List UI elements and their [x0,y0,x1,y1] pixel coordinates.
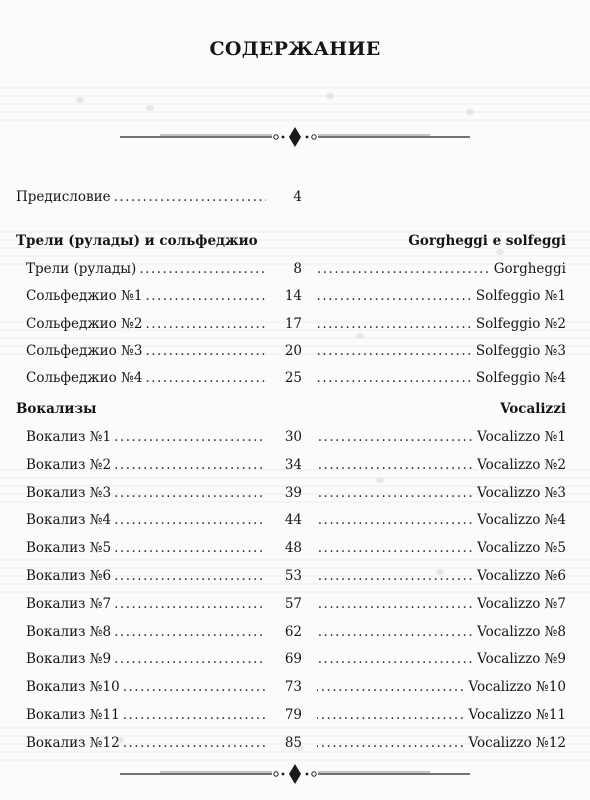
dot-leader [317,593,474,615]
entry-title-ru: Вокализ №1 [26,429,112,445]
dot-leader [114,482,266,504]
entry-title-it: Solfeggio №3 [475,342,566,359]
dot-leader [114,565,266,587]
dot-leader [123,732,266,754]
dot-leader [114,537,266,559]
entry-title-ru: Сольфеджио №1 [26,288,143,305]
entry-title-it: Gorgheggi [493,261,566,277]
entry-title-ru: Вокализ №9 [26,651,112,668]
dot-leader [317,313,473,335]
entry-page-number: 73 [284,679,302,696]
entry-page-number: 30 [284,429,302,445]
page-title: СОДЕРЖАНИЕ [209,38,381,60]
dot-leader [317,482,474,504]
dot-leader [317,704,466,726]
toc-entry-row[interactable] [0,704,590,726]
section-title-ru: Вокализы [16,401,97,417]
preface-page: 4 [293,189,302,205]
entry-page-number: 17 [284,315,302,332]
entry-page-number: 20 [284,342,302,359]
dot-leader [114,186,266,208]
entry-title-ru: Вокализ №10 [26,679,120,696]
toc-entry-row[interactable] [0,426,590,448]
entry-title-ru: Вокализ №6 [26,568,112,584]
toc-entry-row[interactable] [0,732,590,754]
entry-page-number: 14 [284,288,302,305]
dot-leader [145,340,266,362]
dot-leader [317,509,474,531]
entry-page-number: 48 [284,540,302,557]
dot-leader [317,565,474,587]
dot-leader [114,509,266,531]
toc-entry-row[interactable] [0,482,590,504]
entry-page-number: 62 [284,623,302,640]
bottom-ornament-divider [120,762,470,786]
dot-leader [145,367,266,389]
toc-entry-row[interactable] [0,648,590,670]
dot-leader [317,285,473,307]
entry-page-number: 44 [284,512,302,529]
entry-title-it: Vocalizzo №1 [477,429,566,445]
toc-entry-row[interactable] [0,285,590,307]
entry-title-ru: Вокализ №12 [26,734,120,751]
entry-page-number: 79 [284,707,302,723]
entry-title-ru: Трели (рулады) [26,261,137,277]
entry-title-it: Vocalizzo №2 [477,456,566,473]
entry-title-it: Solfeggio №4 [475,370,566,387]
dot-leader [317,676,466,698]
entry-title-ru: Вокализ №2 [26,456,112,473]
entry-page-number: 85 [284,734,302,751]
top-ornament-divider [120,125,470,149]
entry-title-it: Vocalizzo №11 [468,707,566,723]
entry-title-it: Vocalizzo №7 [477,595,566,612]
entry-title-ru: Сольфеджио №4 [26,370,143,387]
entry-title-ru: Вокализ №4 [26,512,112,529]
toc-entry-row[interactable] [0,676,590,698]
dot-leader [145,285,266,307]
dot-leader [317,426,474,448]
dot-leader [317,648,474,670]
entry-title-it: Solfeggio №1 [475,288,566,305]
entry-title-it: Vocalizzo №5 [477,540,566,557]
entry-title-it: Vocalizzo №8 [477,623,566,640]
section-title-it: Vocalizzi [500,401,566,417]
dot-leader [123,704,266,726]
section-header-row [0,230,590,252]
toc-entry-row[interactable] [0,621,590,643]
entry-title-it: Vocalizzo №4 [477,512,566,529]
toc-entry-row[interactable] [0,537,590,559]
dot-leader [317,454,474,476]
entry-title-ru: Вокализ №7 [26,595,112,612]
entry-page-number: 39 [284,484,302,501]
entry-title-it: Solfeggio №2 [475,315,566,332]
preface-row[interactable] [0,186,590,208]
entry-title-ru: Вокализ №3 [26,484,112,501]
entry-title-it: Vocalizzo №12 [468,734,566,751]
dot-leader [145,313,266,335]
entry-title-ru: Сольфеджио №3 [26,342,143,359]
toc-entry-row[interactable] [0,313,590,335]
section-header-row [0,398,590,420]
dot-leader [317,537,474,559]
dot-leader [114,648,266,670]
entry-title-it: Vocalizzo №9 [477,651,566,668]
entry-page-number: 53 [284,568,302,584]
entry-title-ru: Сольфеджио №2 [26,315,143,332]
toc-entry-row[interactable] [0,258,590,280]
dot-leader [114,621,266,643]
dot-leader [114,454,266,476]
dot-leader [317,621,474,643]
dot-leader [317,258,491,280]
entry-title-it: Vocalizzo №3 [477,484,566,501]
entry-title-ru: Вокализ №8 [26,623,112,640]
section-title-ru: Трели (рулады) и сольфеджио [16,233,258,249]
toc-entry-row[interactable] [0,565,590,587]
toc-entry-row[interactable] [0,340,590,362]
entry-page-number: 8 [293,261,302,277]
entry-page-number: 25 [284,370,302,387]
section-title-it: Gorgheggi e solfeggi [408,233,566,249]
dot-leader [139,258,266,280]
entry-title-it: Vocalizzo №10 [468,679,566,696]
dot-leader [114,426,266,448]
dot-leader [317,340,473,362]
entry-page-number: 34 [284,456,302,473]
toc-entry-row[interactable] [0,593,590,615]
dot-leader [317,367,473,389]
entry-title-it: Vocalizzo №6 [477,568,566,584]
entry-title-ru: Вокализ №5 [26,540,112,557]
entry-page-number: 69 [284,651,302,668]
entry-title-ru: Вокализ №11 [26,707,120,723]
dot-leader [317,732,466,754]
dot-leader [123,676,266,698]
preface-label: Предисловие [16,189,111,205]
toc-entry-row[interactable] [0,454,590,476]
toc-entry-row[interactable] [0,509,590,531]
toc-entry-row[interactable] [0,367,590,389]
entry-page-number: 57 [284,595,302,612]
dot-leader [114,593,266,615]
